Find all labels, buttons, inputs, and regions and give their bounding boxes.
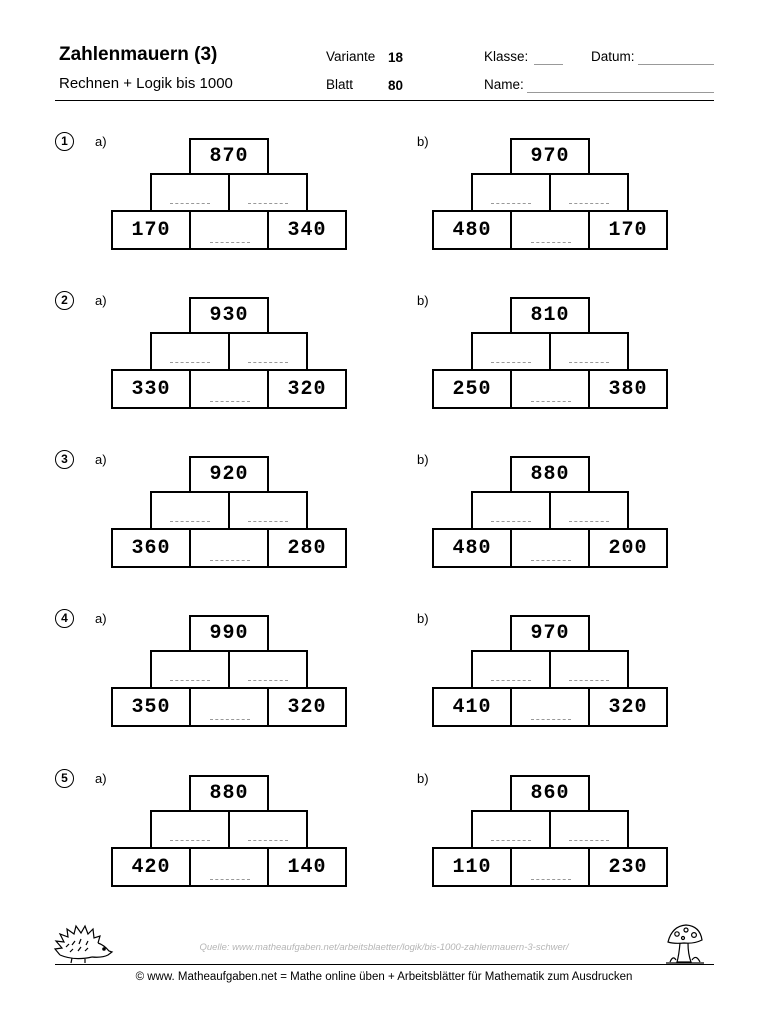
brick-bottom-left-value: 410 (432, 687, 512, 727)
subtask-label: a) (95, 771, 107, 786)
subtask-label: a) (95, 134, 107, 149)
brick-bottom-left-value: 350 (111, 687, 191, 727)
brick-top-value: 970 (510, 138, 590, 175)
number-wall (432, 138, 668, 250)
subtask-label: b) (417, 611, 429, 626)
answer-blank (569, 203, 609, 204)
answer-blank (248, 680, 288, 681)
brick-middle-answer[interactable] (471, 650, 551, 689)
subtask-label: a) (95, 611, 107, 626)
blatt-value: 80 (388, 78, 404, 93)
answer-blank (491, 680, 531, 681)
answer-blank (531, 401, 571, 402)
brick-bottom-right-value: 380 (588, 369, 668, 409)
brick-middle-answer[interactable] (471, 173, 551, 212)
brick-bottom-left-value: 480 (432, 210, 512, 250)
number-wall (432, 297, 668, 409)
brick-bottom-middle-answer[interactable] (510, 687, 590, 727)
brick-middle-answer[interactable] (150, 810, 230, 849)
blatt-label: Blatt (326, 77, 354, 92)
name-field[interactable] (527, 92, 714, 93)
brick-middle-answer[interactable] (549, 650, 629, 689)
answer-blank (248, 840, 288, 841)
brick-middle-answer[interactable] (228, 810, 308, 849)
answer-blank (569, 840, 609, 841)
brick-middle-answer[interactable] (471, 810, 551, 849)
brick-bottom-middle-answer[interactable] (510, 369, 590, 409)
number-wall (432, 615, 668, 727)
answer-blank (210, 560, 250, 561)
brick-middle-answer[interactable] (150, 173, 230, 212)
answer-blank (491, 840, 531, 841)
answer-blank (531, 560, 571, 561)
brick-bottom-middle-answer[interactable] (510, 210, 590, 250)
answer-blank (210, 242, 250, 243)
subtask-label: b) (417, 134, 429, 149)
answer-blank (491, 521, 531, 522)
brick-bottom-middle-answer[interactable] (189, 847, 269, 887)
brick-middle-answer[interactable] (150, 650, 230, 689)
worksheet-title: Zahlenmauern (3) (59, 44, 218, 65)
klasse-label: Klasse: (484, 49, 529, 64)
variante-label: Variante (326, 49, 376, 64)
brick-bottom-left-value: 420 (111, 847, 191, 887)
header-divider (55, 100, 714, 101)
number-wall (111, 297, 347, 409)
task-number-badge: 2 (55, 291, 74, 310)
subtask-label: b) (417, 771, 429, 786)
brick-bottom-right-value: 320 (267, 687, 347, 727)
brick-middle-answer[interactable] (471, 491, 551, 530)
brick-middle-answer[interactable] (228, 173, 308, 212)
source-url: Quelle: www.matheaufgaben.net/arbeitsblaetter/logik/bis-1000-zahlenmauern-3-schwer/ (199, 942, 569, 953)
answer-blank (491, 203, 531, 204)
answer-blank (569, 680, 609, 681)
brick-bottom-middle-answer[interactable] (189, 210, 269, 250)
task-number-badge: 1 (55, 132, 74, 151)
brick-bottom-right-value: 170 (588, 210, 668, 250)
subtask-label: a) (95, 452, 107, 467)
klasse-field[interactable] (534, 64, 563, 65)
number-wall (111, 138, 347, 250)
answer-blank (210, 879, 250, 880)
brick-bottom-right-value: 140 (267, 847, 347, 887)
subtask-label: b) (417, 293, 429, 308)
brick-middle-answer[interactable] (549, 173, 629, 212)
variante-value: 18 (388, 50, 404, 65)
task-number-badge: 4 (55, 609, 74, 628)
brick-middle-answer[interactable] (228, 491, 308, 530)
brick-top-value: 860 (510, 775, 590, 812)
brick-bottom-right-value: 280 (267, 528, 347, 568)
brick-middle-answer[interactable] (549, 332, 629, 371)
name-label: Name: (484, 77, 524, 92)
brick-top-value: 920 (189, 456, 269, 493)
brick-bottom-middle-answer[interactable] (510, 847, 590, 887)
datum-label: Datum: (591, 49, 635, 64)
brick-bottom-left-value: 250 (432, 369, 512, 409)
answer-blank (248, 521, 288, 522)
brick-bottom-right-value: 320 (267, 369, 347, 409)
brick-top-value: 810 (510, 297, 590, 334)
brick-bottom-middle-answer[interactable] (189, 687, 269, 727)
answer-blank (170, 521, 210, 522)
answer-blank (170, 203, 210, 204)
task-number-badge: 3 (55, 450, 74, 469)
brick-top-value: 990 (189, 615, 269, 652)
brick-bottom-middle-answer[interactable] (189, 528, 269, 568)
subtask-label: a) (95, 293, 107, 308)
answer-blank (531, 879, 571, 880)
brick-top-value: 930 (189, 297, 269, 334)
datum-field[interactable] (638, 64, 714, 65)
brick-bottom-right-value: 320 (588, 687, 668, 727)
brick-top-value: 870 (189, 138, 269, 175)
answer-blank (491, 362, 531, 363)
brick-bottom-left-value: 170 (111, 210, 191, 250)
brick-bottom-right-value: 200 (588, 528, 668, 568)
answer-blank (210, 401, 250, 402)
answer-blank (569, 362, 609, 363)
brick-bottom-left-value: 480 (432, 528, 512, 568)
worksheet-subtitle: Rechnen + Logik bis 1000 (59, 75, 233, 92)
brick-top-value: 970 (510, 615, 590, 652)
brick-bottom-left-value: 330 (111, 369, 191, 409)
answer-blank (170, 840, 210, 841)
footer-copyright: © www. Matheaufgaben.net = Mathe online üben + Arbeitsblätter für Mathematik zum Ausdrucken (135, 971, 633, 983)
answer-blank (170, 362, 210, 363)
brick-middle-answer[interactable] (150, 491, 230, 530)
brick-top-value: 880 (510, 456, 590, 493)
number-wall (111, 456, 347, 568)
task-number-badge: 5 (55, 769, 74, 788)
brick-bottom-middle-answer[interactable] (189, 369, 269, 409)
answer-blank (569, 521, 609, 522)
answer-blank (248, 362, 288, 363)
brick-bottom-left-value: 360 (111, 528, 191, 568)
brick-bottom-middle-answer[interactable] (510, 528, 590, 568)
answer-blank (170, 680, 210, 681)
brick-middle-answer[interactable] (228, 650, 308, 689)
brick-middle-answer[interactable] (549, 810, 629, 849)
answer-blank (248, 203, 288, 204)
brick-middle-answer[interactable] (150, 332, 230, 371)
brick-bottom-right-value: 340 (267, 210, 347, 250)
answer-blank (531, 242, 571, 243)
brick-middle-answer[interactable] (549, 491, 629, 530)
number-wall (111, 775, 347, 887)
footer-divider (55, 964, 714, 965)
brick-middle-answer[interactable] (228, 332, 308, 371)
answer-blank (531, 719, 571, 720)
subtask-label: b) (417, 452, 429, 467)
number-wall (432, 775, 668, 887)
brick-middle-answer[interactable] (471, 332, 551, 371)
answer-blank (210, 719, 250, 720)
number-wall (432, 456, 668, 568)
brick-bottom-right-value: 230 (588, 847, 668, 887)
number-wall (111, 615, 347, 727)
brick-top-value: 880 (189, 775, 269, 812)
brick-bottom-left-value: 110 (432, 847, 512, 887)
